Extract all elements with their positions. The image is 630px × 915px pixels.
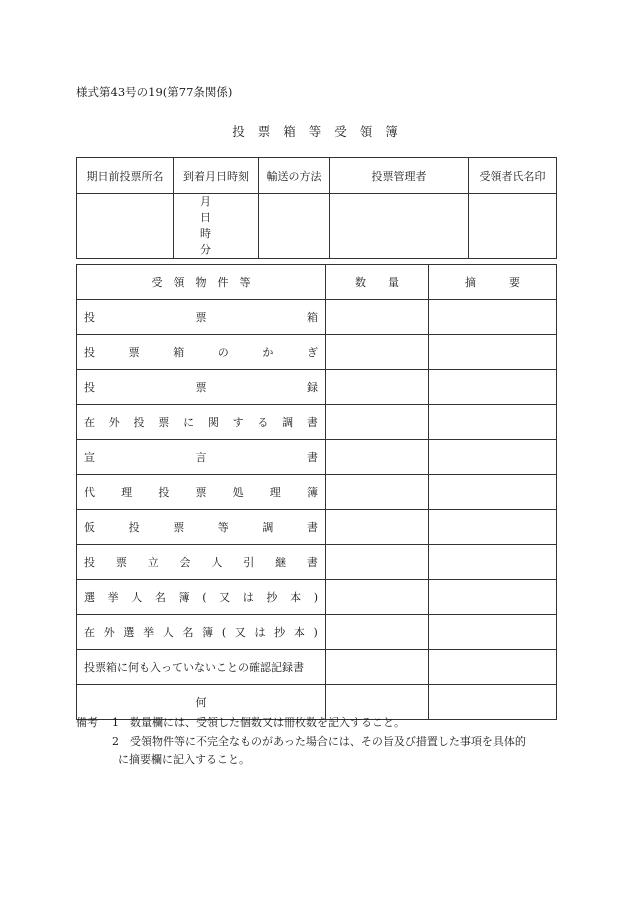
item-char: 票 [195,486,207,499]
item-char: 引 [243,556,255,569]
item-char: 抄 [266,591,278,604]
cell-arrival-time[interactable] [174,194,259,259]
item-char: 在 [84,416,95,429]
remarks-cell[interactable] [429,580,557,615]
quantity-cell[interactable] [326,510,429,545]
item-char: 会 [179,556,191,569]
item-char: 抄 [274,626,286,639]
quantity-cell[interactable] [326,370,429,405]
remarks-cell[interactable] [429,615,557,650]
item-label [84,659,318,675]
item-label [84,484,318,500]
item-char: 人 [162,626,174,639]
item-char: 票 [195,381,207,394]
item-char: 人 [211,556,223,569]
header-arrival-time: 到着月日時刻 [174,158,259,194]
item-label [84,344,318,360]
item-char: 投 [128,521,140,534]
day-label: 日 [200,211,211,224]
received-items-table [76,264,557,720]
item-char: 又 [234,626,246,639]
item-label [84,519,318,535]
header-voting-manager: 投票管理者 [330,158,469,194]
remarks-cell[interactable] [429,335,557,370]
item-char: の [217,346,229,359]
table-row [77,335,557,370]
notes-section [76,714,526,770]
quantity-cell[interactable] [326,615,429,650]
form-number: 様式第43号の19(第77条関係) [76,85,233,99]
item-char: 代 [84,486,95,499]
note-number: 2 [112,734,119,748]
item-char: 選 [123,626,135,639]
item-char: る [257,416,269,429]
item-char: 仮 [84,521,95,534]
item-char: 箱 [173,346,185,359]
header-transport-method: 輸送の方法 [259,158,330,194]
item-char: 簿 [202,626,214,639]
item-char: に [183,416,195,429]
item-char: 宣 [84,451,95,464]
quantity-cell[interactable] [326,440,429,475]
table-row [77,510,557,545]
note-number: 1 [112,716,119,729]
item-char: 外 [103,626,115,639]
item-char: ぎ [306,346,318,359]
quantity-cell[interactable] [326,650,429,685]
remarks-cell[interactable] [429,545,557,580]
note-text: 受領物件等に不完全なものがあった場合には、その旨及び措置した事項を具体的 [130,734,526,748]
minute-label: 分 [200,243,211,256]
item-char: 調 [262,521,274,534]
notes-label: 備考 [76,716,98,729]
item-label-cell [77,545,326,580]
item-char: 挙 [107,591,119,604]
header-recipient-seal: 受領者氏名印 [469,158,557,194]
item-char: 外 [108,416,120,429]
item-char: 票 [195,311,207,324]
quantity-cell[interactable] [326,335,429,370]
item-char: 書 [306,556,318,569]
item-char: 箱 [307,311,318,324]
item-label-cell [77,335,326,370]
transport-info-table [76,157,557,259]
table-row [77,300,557,335]
item-char: ) [313,625,318,639]
item-char: 在 [84,626,95,639]
item-char: は [242,591,254,604]
item-label-cell [77,300,326,335]
item-char: 本 [290,591,302,604]
item-char: 理 [121,486,133,499]
table-row [77,370,557,405]
cell-transport-method[interactable] [259,194,330,259]
header-remarks: 摘 要 [429,265,557,300]
item-char: 処 [232,486,244,499]
item-label-cell [77,580,326,615]
item-char: は [254,626,266,639]
note-text: 数量欄には、受領した個数又は冊枚数を記入すること。 [130,716,405,729]
table-row [77,475,557,510]
item-char: 投 [158,486,170,499]
cell-recipient-seal[interactable] [469,194,557,259]
table-row [77,405,557,440]
remarks-cell[interactable] [429,510,557,545]
remarks-cell[interactable] [429,405,557,440]
quantity-cell[interactable] [326,300,429,335]
cell-voting-manager[interactable] [330,194,469,259]
item-char: 書 [307,451,318,464]
item-char: 調 [282,416,294,429]
remarks-cell[interactable] [429,650,557,685]
item-char: 投 [84,556,95,569]
item-char: ( [202,590,207,604]
month-label: 月 [200,195,211,208]
item-label-cell [77,615,326,650]
item-char: 投 [84,346,95,359]
item-char: 立 [147,556,159,569]
item-char: 関 [207,416,219,429]
item-char: 投 [133,416,145,429]
item-char: 簿 [178,591,190,604]
item-char: 票 [158,416,170,429]
item-char: 本 [293,626,305,639]
hour-label: 時 [200,227,211,240]
item-char: 等 [217,521,229,534]
item-label [84,624,318,640]
table-row [77,580,557,615]
item-char: ( [221,625,227,639]
item-char: 名 [182,626,194,639]
quantity-cell[interactable] [326,545,429,580]
item-char: 継 [275,556,287,569]
quantity-cell[interactable] [326,475,429,510]
item-char: 録 [307,381,318,394]
item-label [84,414,318,430]
remarks-cell[interactable] [429,475,557,510]
item-char: 挙 [143,626,155,639]
table-row [77,545,557,580]
header-quantity: 数 量 [326,265,429,300]
item-char: 票 [128,346,140,359]
page-title: 投票箱等受領簿 [232,124,411,139]
item-label-cell [77,475,326,510]
item-text: 投票箱に何も入っていないことの確認記録書 [84,661,304,674]
item-char: ) [313,590,318,604]
item-char: 票 [115,556,127,569]
item-label [84,309,318,325]
table-row [77,440,557,475]
item-label-cell [77,370,326,405]
item-char: 書 [306,416,318,429]
item-char: 票 [173,521,185,534]
table-row [77,615,557,650]
item-label [84,589,318,605]
item-char: す [232,416,244,429]
note-text: に摘要欄に記入すること。 [118,753,250,766]
item-char: 投 [84,381,95,394]
item-char: 言 [195,451,207,464]
item-char: 理 [269,486,281,499]
item-label-cell [77,405,326,440]
header-polling-place: 期日前投票所名 [77,158,174,194]
item-char: 名 [154,591,166,604]
item-char: 人 [131,591,143,604]
item-char: か [262,346,274,359]
item-label [84,449,318,465]
item-label [84,554,318,570]
item-char: 書 [306,521,318,534]
item-char: 又 [219,591,231,604]
header-received-items: 受 領 物 件 等 [77,265,326,300]
item-label-cell [77,440,326,475]
item-char: 簿 [306,486,318,499]
item-char: 投 [84,311,95,324]
item-label [84,379,318,395]
remarks-cell[interactable] [429,370,557,405]
item-text: 何 [195,696,207,709]
quantity-cell[interactable] [326,580,429,615]
quantity-cell[interactable] [326,405,429,440]
table-row [77,650,557,685]
item-char: 選 [84,591,95,604]
remarks-cell[interactable] [429,440,557,475]
cell-polling-place[interactable] [77,194,174,259]
remarks-cell[interactable] [429,300,557,335]
item-label-cell [77,650,326,685]
item-label-cell [77,510,326,545]
item-label [84,694,318,710]
